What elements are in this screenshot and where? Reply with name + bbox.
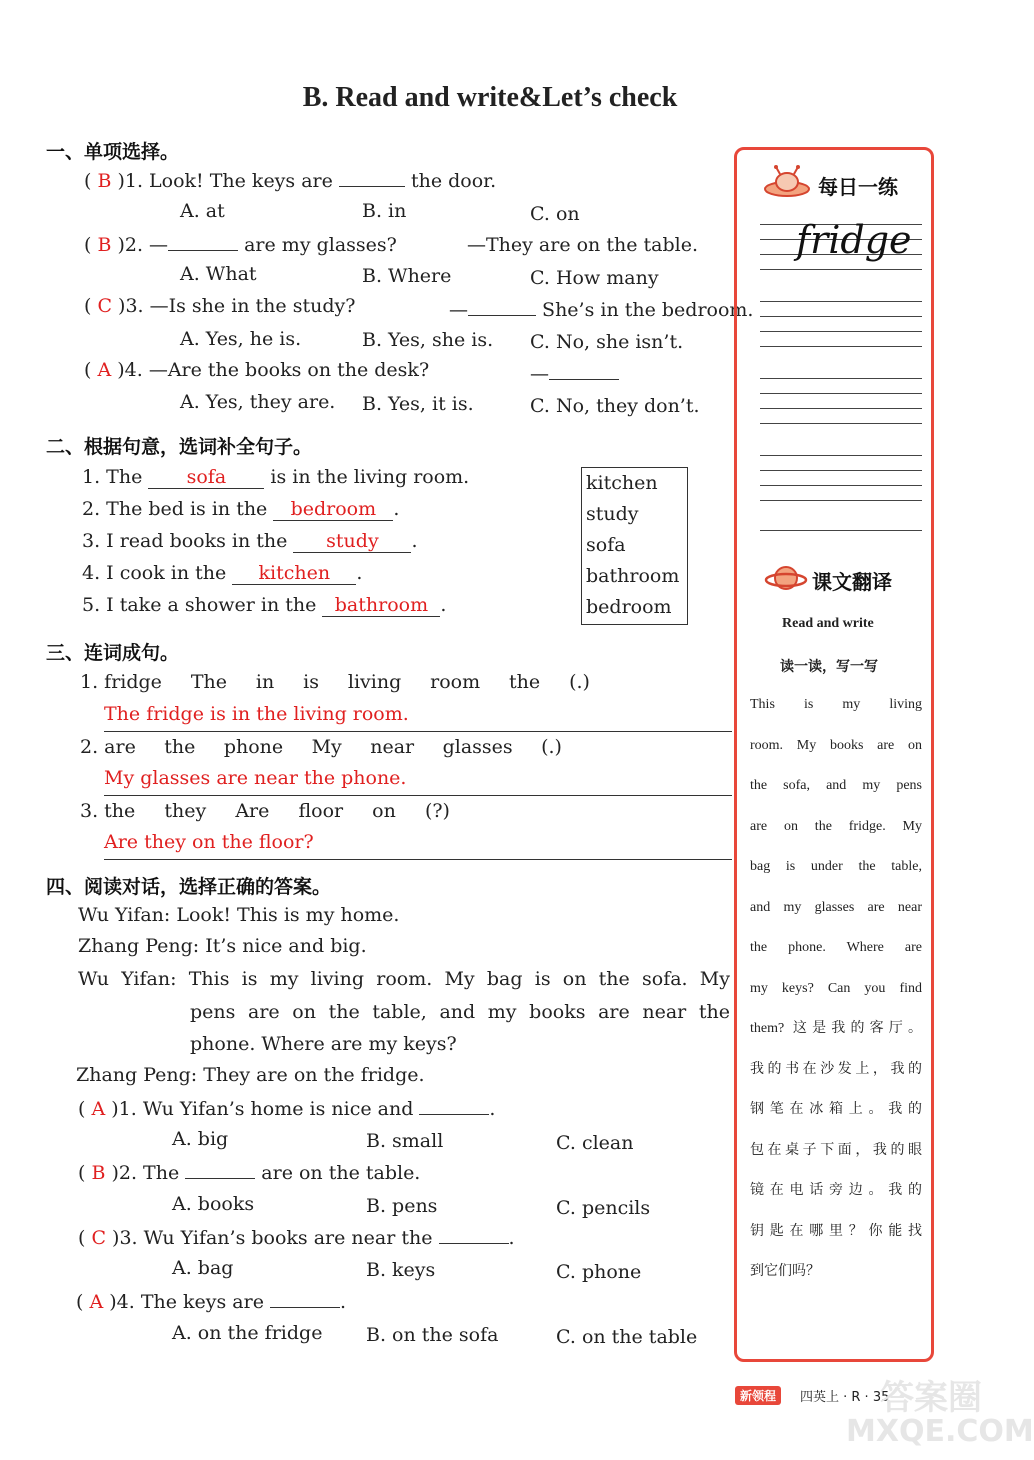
q1-4-reply: — bbox=[530, 361, 619, 385]
planet-icon bbox=[764, 561, 808, 595]
text-line: 我的书在沙发上，我的 bbox=[750, 1061, 922, 1077]
word-option: bedroom bbox=[586, 596, 672, 618]
option: A. big bbox=[172, 1128, 229, 1150]
q1-3: ( C )3. —Is she in the study? bbox=[84, 295, 356, 317]
section-4-heading: 四、阅读对话，选择正确的答案。 bbox=[46, 876, 332, 898]
q4-2: ( B )2. The are on the table. bbox=[78, 1162, 421, 1184]
translation-text bbox=[750, 685, 922, 1293]
word-option: kitchen bbox=[586, 472, 658, 494]
daily-word: fridge bbox=[796, 218, 912, 262]
section-1-heading: 一、单项选择。 bbox=[46, 141, 180, 163]
q1-1: ( B )1. Look! The keys are the door. bbox=[84, 170, 497, 192]
option: B. pens bbox=[366, 1195, 438, 1217]
writing-line bbox=[760, 331, 922, 332]
q1-4: ( A )4. —Are the books on the desk? bbox=[84, 359, 430, 381]
dialog-line: Zhang Peng: They are on the fridge. bbox=[76, 1064, 425, 1086]
text-line: 钥匙在哪里？你能找 bbox=[750, 1223, 922, 1239]
option: A. books bbox=[172, 1193, 255, 1215]
answer-line bbox=[104, 731, 732, 732]
option: B. on the sofa bbox=[366, 1324, 499, 1346]
answer-letter: A bbox=[97, 359, 112, 381]
answer-letter: C bbox=[91, 1227, 106, 1249]
writing-line bbox=[760, 408, 922, 409]
option: B. in bbox=[362, 200, 407, 222]
writing-line bbox=[760, 301, 922, 302]
option: C. on the table bbox=[556, 1326, 698, 1348]
watermark-logo: 答案圈 bbox=[880, 1378, 982, 1418]
option: A. Yes, they are. bbox=[180, 391, 336, 413]
writing-line bbox=[760, 455, 922, 456]
answer-letter: C bbox=[97, 295, 112, 317]
section-3-heading: 三、连词成句。 bbox=[46, 642, 180, 664]
word-box bbox=[581, 467, 688, 625]
writing-line bbox=[760, 485, 922, 486]
option: A. Yes, he is. bbox=[180, 328, 302, 350]
writing-line bbox=[760, 470, 922, 471]
option: A. on the fridge bbox=[172, 1322, 323, 1344]
answer-line bbox=[104, 795, 732, 796]
text-line: are on the fridge. My bbox=[750, 818, 922, 834]
option: C. on bbox=[530, 203, 580, 225]
option: B. Yes, it is. bbox=[362, 393, 474, 415]
option: B. Where bbox=[362, 265, 452, 287]
q1-2-reply: —They are on the table. bbox=[467, 234, 698, 256]
brand-badge: 新领程 bbox=[735, 1386, 781, 1405]
writing-line bbox=[760, 346, 922, 347]
text-line: my keys? Can you find bbox=[750, 980, 922, 996]
q3-3-words: 3. the they Are floor on (?) bbox=[80, 800, 450, 822]
writing-line bbox=[760, 500, 922, 501]
q3-3-answer: Are they on the floor? bbox=[104, 831, 314, 853]
text-line: the phone. Where are bbox=[750, 940, 922, 955]
writing-line bbox=[760, 269, 922, 270]
answer-letter: B bbox=[97, 234, 112, 256]
dialog-line: Wu Yifan: This is my living room. My bag is on the sofa. My bbox=[78, 968, 730, 990]
text-line: room. My books are on bbox=[750, 737, 922, 753]
q2-2: 2. The bed is in the bedroom . bbox=[82, 498, 400, 520]
q3-1-answer: The fridge is in the living room. bbox=[104, 703, 409, 725]
read-write-title: Read and write bbox=[782, 616, 874, 631]
word-option: bathroom bbox=[586, 565, 680, 587]
answer-letter: A bbox=[91, 1098, 106, 1120]
option: C. How many bbox=[530, 267, 659, 289]
option: A. at bbox=[180, 200, 225, 222]
daily-practice-title: 每日一练 bbox=[818, 175, 898, 199]
answer-letter: B bbox=[91, 1162, 106, 1184]
dialog-line: phone. Where are my keys? bbox=[190, 1033, 457, 1055]
option: B. Yes, she is. bbox=[362, 329, 494, 351]
ufo-icon bbox=[762, 165, 812, 201]
word-option: sofa bbox=[586, 534, 626, 556]
option: C. phone bbox=[556, 1261, 642, 1283]
text-line: them? 这是我的客厅。 bbox=[750, 1021, 922, 1036]
q3-2-words: 2. are the phone My near glasses (.) bbox=[80, 736, 562, 758]
watermark-url: MXQE.COM bbox=[846, 1414, 1034, 1449]
q3-1-words: 1. fridge The in is living room the (.) bbox=[80, 671, 590, 693]
option: A. What bbox=[180, 263, 257, 285]
text-line: 包在桌子下面，我的眼 bbox=[750, 1142, 922, 1158]
option: C. clean bbox=[556, 1132, 634, 1154]
text-line: bag is under the table, bbox=[750, 859, 922, 874]
writing-line bbox=[760, 393, 922, 394]
q3-2-answer: My glasses are near the phone. bbox=[104, 767, 407, 789]
text-line: 到它们吗？ bbox=[750, 1264, 820, 1279]
q2-4: 4. I cook in the kitchen . bbox=[82, 562, 363, 584]
q1-3-reply: — She’s in the bedroom. bbox=[449, 299, 754, 321]
option: C. No, she isn’t. bbox=[530, 331, 684, 353]
option: B. small bbox=[366, 1130, 444, 1152]
q2-1: 1. The sofa is in the living room. bbox=[82, 466, 470, 488]
word-option: study bbox=[586, 503, 639, 525]
option: B. keys bbox=[366, 1259, 436, 1281]
dialog-line: pens are on the table, and my books are near the bbox=[190, 1001, 730, 1023]
option: A. bag bbox=[172, 1257, 234, 1279]
text-line: This is my living bbox=[750, 697, 922, 712]
text-line: the sofa, and my pens bbox=[750, 778, 922, 793]
page-number: 四英上 · R · 35 bbox=[800, 1390, 890, 1405]
text-line: and my glasses are near bbox=[750, 899, 922, 915]
translation-title: 课文翻译 bbox=[812, 570, 892, 594]
q4-4: ( A )4. The keys are . bbox=[76, 1291, 347, 1313]
q4-1: ( A )1. Wu Yifan’s home is nice and . bbox=[78, 1098, 496, 1120]
writing-line bbox=[760, 316, 922, 317]
q2-3: 3. I read books in the study . bbox=[82, 530, 418, 552]
answer-line bbox=[104, 859, 732, 860]
text-line: 钢笔在冰箱上。我的 bbox=[750, 1102, 922, 1117]
answer-letter: B bbox=[97, 170, 112, 192]
writing-line bbox=[760, 378, 922, 379]
q1-2: ( B )2. — are my glasses? bbox=[84, 234, 397, 256]
writing-line bbox=[760, 423, 922, 424]
dialog-line: Wu Yifan: Look! This is my home. bbox=[78, 904, 400, 926]
section-2-heading: 二、根据句意，选词补全句子。 bbox=[46, 436, 313, 458]
answer-letter: A bbox=[89, 1291, 104, 1313]
dialog-line: Zhang Peng: It’s nice and big. bbox=[78, 935, 367, 957]
option: C. pencils bbox=[556, 1197, 651, 1219]
q2-5: 5. I take a shower in the bathroom . bbox=[82, 594, 447, 616]
writing-line bbox=[760, 530, 922, 531]
q4-3: ( C )3. Wu Yifan’s books are near the . bbox=[78, 1227, 515, 1249]
page-title: B. Read and write&Let’s check bbox=[302, 82, 678, 113]
option: C. No, they don’t. bbox=[530, 395, 700, 417]
read-write-subtitle: 读一读，写一写 bbox=[780, 659, 878, 675]
text-line: 镜在电话旁边。我的 bbox=[750, 1183, 922, 1198]
